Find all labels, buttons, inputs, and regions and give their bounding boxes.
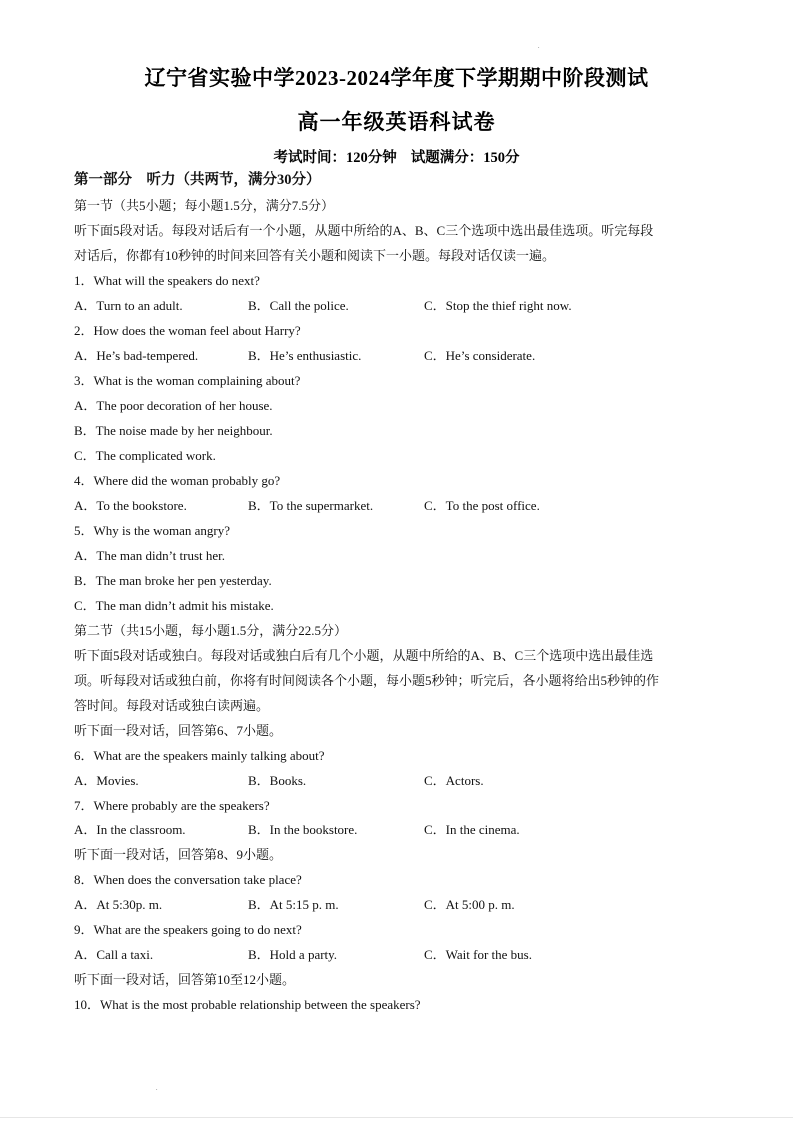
option-a: A．He’s bad-tempered. <box>74 348 199 363</box>
group-instruction-8-9: 听下面一段对话，回答第8、9小题。 <box>74 847 283 862</box>
question-5-option-a: A．The man didn’t trust her. <box>74 548 226 563</box>
question-5-stem: 5．Why is the woman angry? <box>74 523 230 538</box>
option-a: A．At 5:30p. m. <box>74 897 163 912</box>
question-8-stem: 8．When does the conversation take place? <box>74 872 302 887</box>
question-1-options <box>74 298 734 314</box>
question-3-option-c: C．The complicated work. <box>74 448 216 463</box>
part1-heading: 第一部分 听力（共两节，满分30分） <box>74 172 321 188</box>
question-4-stem: 4．Where did the woman probably go? <box>74 473 281 488</box>
option-c: C．Wait for the bus. <box>424 947 532 962</box>
option-a: A．Call a taxi. <box>74 947 154 962</box>
option-b: B．Books. <box>248 773 307 788</box>
full-score: 试题满分：150分 <box>410 150 520 166</box>
option-b: B．Hold a party. <box>248 947 338 962</box>
question-7-stem: 7．Where probably are the speakers? <box>74 798 270 813</box>
option-b: B．Call the police. <box>248 298 349 313</box>
option-a: A．Movies. <box>74 773 139 788</box>
section1-heading: 第一节（共5小题；每小题1.5分，满分7.5分） <box>74 198 335 213</box>
exam-info <box>0 146 793 167</box>
question-2-stem: 2．How does the woman feel about Harry? <box>74 323 301 338</box>
option-c: C．In the cinema. <box>424 822 520 837</box>
option-c: C．Stop the thief right now. <box>424 298 572 313</box>
section2-heading: 第二节（共15小题，每小题1.5分，满分22.5分） <box>74 623 348 638</box>
question-3-option-a: A．The poor decoration of her house. <box>74 398 273 413</box>
option-a: A．Turn to an adult. <box>74 298 183 313</box>
scan-dot: . <box>156 1086 158 1092</box>
group-instruction-10-12: 听下面一段对话，回答第10至12小题。 <box>74 972 296 987</box>
group-instruction-6-7: 听下面一段对话，回答第6、7小题。 <box>74 723 283 738</box>
section2-instructions-line1: 听下面5段对话或独白。每段对话或独白后有几个小题，从题中所给的A、B、C三个选项中选出最佳选 <box>74 648 654 663</box>
question-3-option-b: B．The noise made by her neighbour. <box>74 423 273 438</box>
question-9-stem: 9．What are the speakers going to do next? <box>74 922 302 937</box>
exam-time: 考试时间：120分钟 <box>273 150 397 166</box>
option-a: A．In the classroom. <box>74 822 186 837</box>
section1-instructions-line1: 听下面5段对话。每段对话后有一个小题，从题中所给的A、B、C三个选项中选出最佳选项。听完每段 <box>74 223 654 238</box>
option-b: B．To the supermarket. <box>248 498 374 513</box>
option-b: B．At 5:15 p. m. <box>248 897 339 912</box>
exam-title: 辽宁省实验中学2023-2024学年度下学期期中阶段测试 <box>144 66 649 90</box>
question-1-stem: 1．What will the speakers do next? <box>74 273 260 288</box>
scan-dot: . <box>538 44 540 50</box>
question-2-options <box>74 348 734 364</box>
question-7-options <box>74 822 734 838</box>
question-8-options <box>74 897 734 913</box>
option-b: B．He’s enthusiastic. <box>248 348 362 363</box>
question-10-stem: 10．What is the most probable relationship between the speakers? <box>74 997 421 1012</box>
question-5-option-c: C．The man didn’t admit his mistake. <box>74 598 274 613</box>
option-c: C．At 5:00 p. m. <box>424 897 515 912</box>
option-c: C．He’s considerate. <box>424 348 536 363</box>
option-b: B．In the bookstore. <box>248 822 358 837</box>
page-bottom-rule <box>0 1117 793 1118</box>
question-3-stem: 3．What is the woman complaining about? <box>74 373 301 388</box>
section2-instructions-line2: 项。听每段对话或独白前，你将有时间阅读各个小题，每小题5秒钟；听完后，各小题将给出5秒钟的作 <box>74 673 660 688</box>
question-6-options <box>74 773 734 789</box>
question-6-stem: 6．What are the speakers mainly talking about? <box>74 748 325 763</box>
section2-instructions-line3: 答时间。每段对话或独白读两遍。 <box>74 698 270 713</box>
question-5-option-b: B．The man broke her pen yesterday. <box>74 573 272 588</box>
exam-subtitle: 高一年级英语科试卷 <box>297 110 496 134</box>
section1-instructions-line2: 对话后，你都有10秒钟的时间来回答有关小题和阅读下一小题。每段对话仅读一遍。 <box>74 248 556 263</box>
option-a: A．To the bookstore. <box>74 498 187 513</box>
option-c: C．Actors. <box>424 773 484 788</box>
question-9-options <box>74 947 734 963</box>
question-4-options <box>74 498 734 514</box>
option-c: C．To the post office. <box>424 498 540 513</box>
